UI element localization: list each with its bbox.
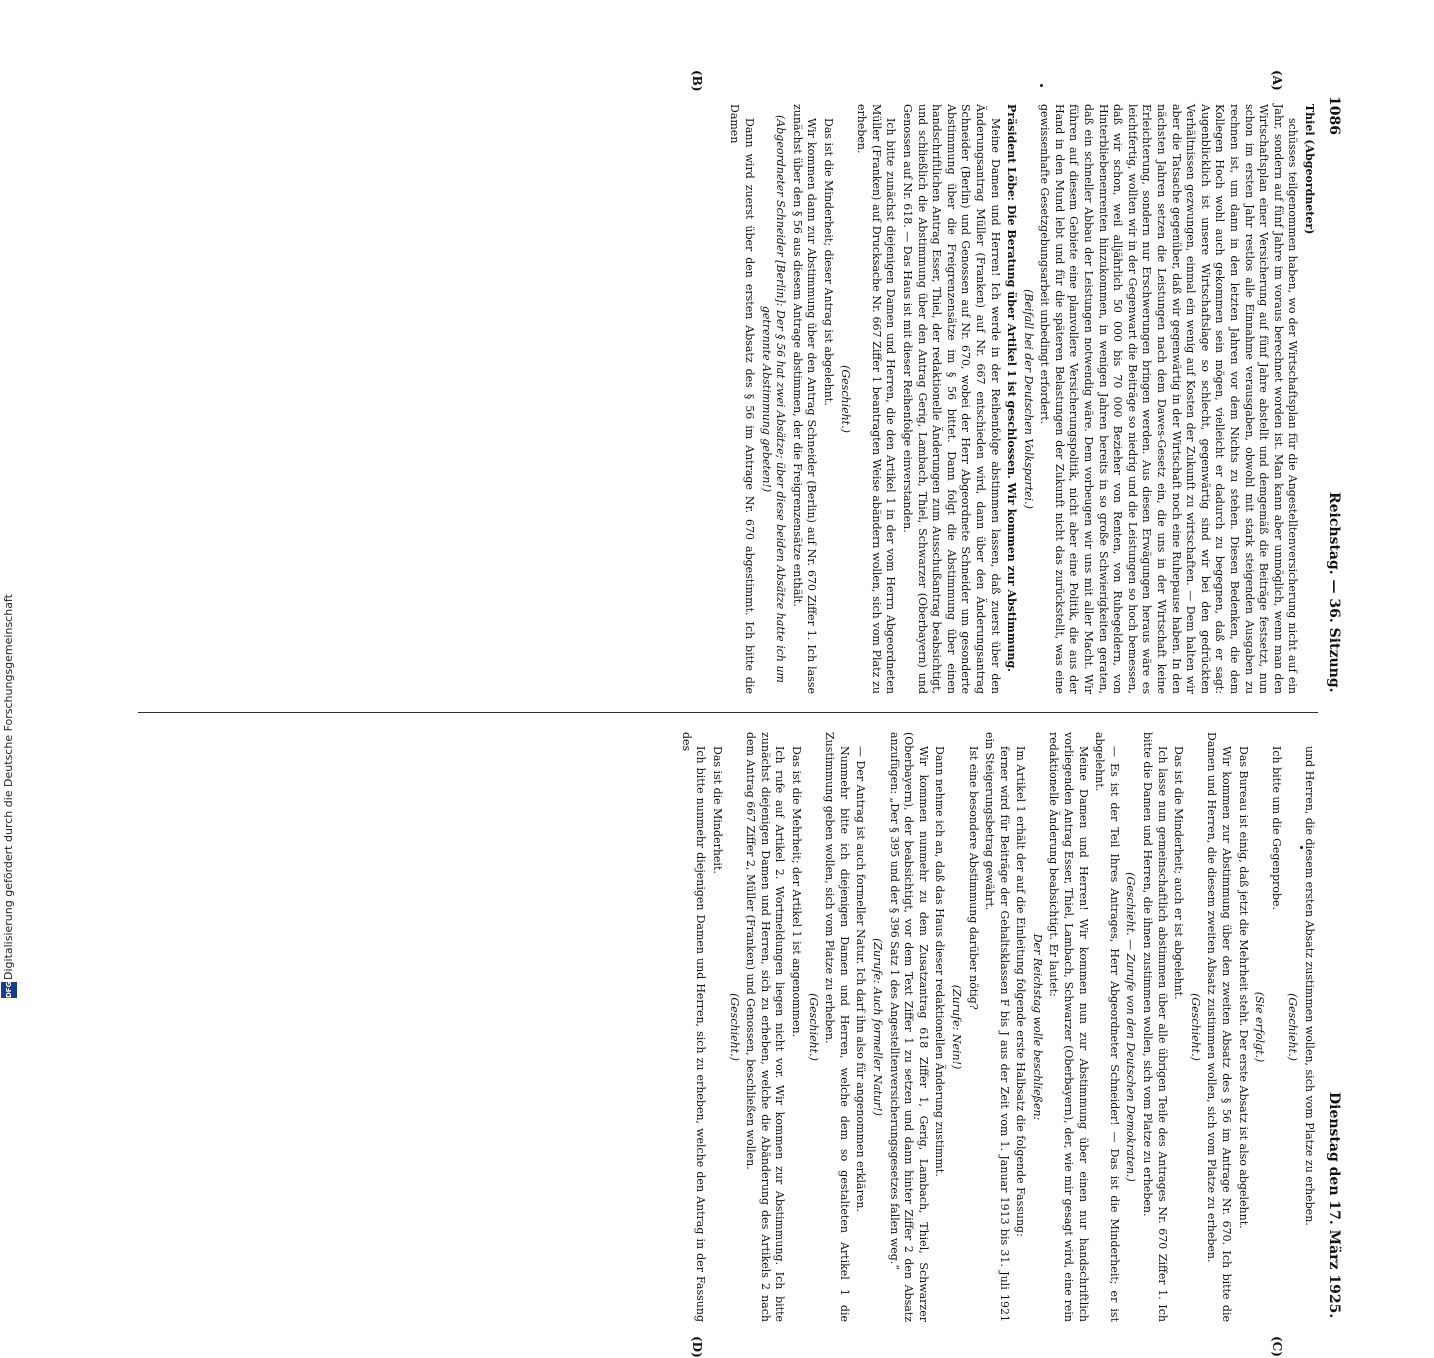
paragraph: Wir kommen zur Abstimmung über den zweiten Absatz des § 56 im Antrage Nr. 670. Ich bitte die Damen und Herren, die diesem zweiten Absatz zustimmen wollen, sich vom Platze zu erheben. (1205, 732, 1234, 1322)
stage-direction: (Abgeordneter Schneider [Berlin]: Der § 56 hat zwei Absätze; über diese beiden Absätze hatte ich um getrennte Abstimmung gebeten!) (759, 115, 788, 683)
stage-direction: (Geschieht.) (838, 365, 852, 433)
stage-direction: (Geschieht.) (806, 993, 820, 1061)
paragraph: Das Bureau ist einig, daß jetzt die Mehrheit steht. Der erste Absatz ist also abgelehnt. (1236, 746, 1250, 1229)
paragraph: Das ist die Minderheit; dieser Antrag ist abgelehnt. (822, 118, 835, 406)
margin-letter-b: (B) (690, 70, 704, 92)
scan-speck (1040, 84, 1043, 87)
speaker-line: Präsident Löbe: Die Beratung über Artikel 1 ist geschlossen. Wir kommen zur Abstimmung. (1005, 104, 1019, 672)
paragraph: Das ist die Mehrheit; der Artikel 1 ist angenommen. (790, 746, 803, 1038)
right-column (136, 732, 1316, 1322)
digitization-credit: Digitalisierung gefördert durch die Deutsche Forschungsgemeinschaft (2, 594, 15, 980)
stage-direction: (Geschieht.) (1188, 993, 1202, 1061)
stage-direction: (Zurufe: Auch formeller Natur!) (870, 938, 884, 1116)
paragraph: — Es ist der Teil Ihres Antrages, Herr Abgeordneter Schneider! — Das ist die Minderheit; er ist abgelehnt. (1093, 732, 1121, 1322)
column-divider (138, 712, 1318, 713)
stage-direction: (Geschieht. — Zurufe von den Deutschen Demokraten.) (1124, 872, 1138, 1182)
paragraph: und Herren, die diesem ersten Absatz zustimmen wollen, sich vom Platze zu erheben. (1303, 746, 1316, 1226)
left-column (136, 104, 1316, 694)
document-page (104, 70, 1344, 1358)
paragraph: Meine Damen und Herren! Ich werde in der Reihenfolge abstimmen lassen, daß zuerst über den Änderungsantrag Müller (Franken) auf Nr. 667 entschieden wird, dann über den Änderungsantrag Schneider (Berlin) und Genossen auf Nr. 670, wobei der Herr Abgeordnete Schneider um gesonderte Abstimmung über die Freigrenzensätze im § 56 bittet. Dann folgt die Abstimmung über einen handschriftlichen Antrag Esser, Thiel, der redaktionelle Änderungen zum Ausschußantrag beabsichtigt, und schließlich die Abstimmung über den Antrag Gerig, Lambach, Thiel, Schwarzer (Oberbayern) und Genossen auf Nr. 618. — Das Haus ist mit dieser Reihenfolge einverstanden. (900, 104, 1002, 694)
speaker-line: Thiel (Abgeordneter) (1303, 104, 1316, 235)
scan-speck (1300, 846, 1303, 849)
page-number: 1086 (1326, 96, 1342, 135)
stage-direction: (Geschieht.) (1286, 993, 1300, 1061)
paragraph: Dann wird zuerst über den ersten Absatz des § 56 im Antrage Nr. 670 abgestimmt. Ich bitte die Damen (728, 104, 757, 694)
margin-letter-d: (D) (690, 1336, 704, 1358)
digitization-footer (0, 0, 22, 1000)
paragraph: Ich bitte nunmehr diejenigen Damen und Herren, sich zu erheben, welche den Antrag in der Fassung des (679, 732, 708, 1322)
paragraph: Ich bitte um die Gegenprobe. (1269, 746, 1283, 910)
paragraph: schüsses teilgenommen haben, wo der Wirtschaftsplan für die Angestelltenversicherung nicht auf ein Jahr, sondern auf fünf Jahre im voraus berechnet worden ist. Man kann aber unmöglich, wenn man den Wirtschaftsplan einer Versicherung auf fünf Jahre abstellt und demgemäß die Beiträge festsetzt, nun schon im ersten Jahr restlos alle Einnahme verausgaben, obwohl mit stark steigenden Ausgaben zu rechnen ist, um dann in den letzten Jahren vor dem Nichts zu stehen. Diesen Bedenken, die dem Kollegen Hoch wohl auch gekommen sein mögen, vielleicht er dadurch zu begegnen, daß er sagt: Augenblicklich ist unsere Wirtschaftslage so schlecht, gegenwärtig sind wir bei den gedrückten Verhältnissen gezwungen, einmal ein wenig auf Kosten der Zukunft zu wirtschaften. — Dem halten wir aber die Tatsache gegenüber, daß wir gegenwärtig in der Wirtschaft noch eine Ruhepause haben. In den nächsten Jahren setzen die Leistungen nach dem Dawes-Gesetz ein, die uns in der Wirtschaft keine Erleichterung, sondern nur Erschwerungen bringen werden. Aus diesen Erwägungen heraus wäre es leichtfertig, wollten wir in der Gegenwart die Beiträge so niedrig und die Leistungen so hoch bemessen, daß wir schon, weil alljährlich 50 000 bis 70 000 Bezieher von Renten, von Ruhegeldern, von Hinterbliebenenrenten hinzukommen, in wenigen Jahren bereits in so große Schwierigkeiten geraten, daß ein schneller Abbau der Leistungen notwendig wäre. Dem vorbeugen wir uns mit aller Macht. Wir führen auf diesem Gebiete eine planvollere Versicherungspolitik, nicht aber eine Politik, die aus der Hand in den Mund lebt und für die späteren Belastungen der Zukunft nicht das zurückstellt, was eine gewissenhafte Gesetzgebungsarbeit unbedingt erfordert. (1038, 104, 1300, 694)
paragraph: Im Artikel 1 erhält der auf die Einleitung folgende erste Halbsatz die folgende Fassung: (1014, 746, 1028, 1237)
paragraph: Ich rufe auf Artikel 2. Wortmeldungen liegen nicht vor. Wir kommen zur Abstimmung. Ich bitte zunächst diejenigen Damen und Herren, sich zu erheben, welche die Abänderung des Artikels 2 nach dem Antrag 667 Ziffer 2, Müller (Franken) und Genossen, beschließen wollen. (744, 732, 787, 1322)
margin-letter-a: (A) (1270, 70, 1284, 91)
paragraph: Das ist die Minderheit; auch er ist abgelehnt. (1172, 746, 1186, 1000)
dfg-logo-icon: DFG (1, 982, 17, 998)
paragraph: Dann nehme ich an, daß das Haus dieser redaktionellen Änderung zustimmt. (933, 746, 947, 1177)
margin-letter-c: (C) (1270, 1336, 1284, 1357)
paragraph: Wir kommen dann zur Abstimmung über den Antrag Schneider (Berlin) auf Nr. 670 Ziffer 1. Ich lasse zunächst über den § 56 aus diesem Antrage abstimmen, der die Freigrenzensätze enthält. (790, 104, 819, 694)
paragraph: Ich bitte zunächst diejenigen Damen und Herren, die den Artikel 1 in der vom Herrn Abgeordneten Müller (Franken) auf Drucksache Nr. 667 Ziffer 1 beantragten Weise abändern wollen, sich vom Platz zu erheben. (855, 104, 898, 694)
stage-direction: Der Reichstag wolle beschließen: (1030, 933, 1044, 1121)
paragraph: Ist eine besondere Abstimmung darüber nötig? (966, 746, 980, 1010)
stage-direction: (Zurufe: Nein!) (949, 984, 963, 1070)
paragraph: Das ist die Minderheit. (711, 746, 725, 874)
page-header (1322, 92, 1344, 1332)
stage-direction: (Geschieht.) (727, 993, 741, 1061)
stage-direction: (Beifall bei der Deutschen Volkspartei.) (1021, 289, 1035, 509)
paragraph: Nunmehr bitte ich diejenigen Damen und Herren, welche dem so gestalteten Artikel 1 die Zustimmung geben wollen, sich vom Platze zu erheben. (823, 732, 851, 1322)
paragraph: Meine Damen und Herren! Wir kommen nun zur Abstimmung über einen nur handschriftlich vorliegenden Antrag Esser, Thiel, Lambach, Schwarzer (Oberbayern), der, wie mir gesagt wird, eine rein redaktionelle Änderung beabsichtigt. Er lautet: (1047, 732, 1090, 1322)
session-date: Dienstag den 17. März 1925. (1326, 1092, 1342, 1319)
running-title: Reichstag. — 36. Sitzung. (1326, 492, 1342, 693)
paragraph: ferner wird für Beiträge der Gehaltsklassen F bis J aus der Zeit vom 1. Januar 1913 bis 31. Juli 1921 ein Steigerungsbetrag gewährt. (983, 732, 1011, 1322)
paragraph: Wir kommen nunmehr zu dem Zusatzantrag 618 Ziffer 1, Gerig, Lambach, Thiel, Schwarzer (Oberbayern), der beabsichtigt, vor dem Text Ziffer 1 zu setzen und dann hinter Ziffer 2 den Absatz anzufügen: „Der § 395 und der § 396 Satz 1 des Angestelltenversicherungsgesetzes fallen weg.“ (887, 732, 930, 1322)
stage-direction: (Sie erfolgt.) (1253, 991, 1267, 1063)
paragraph: — Der Antrag ist auch formeller Natur. Ich darf ihn also für angenommen erklären. (854, 746, 868, 1212)
paragraph: Ich lasse nun gemeinschaftlich abstimmen über alle übrigen Teile des Antrages Nr. 670 Ziffer 1. Ich bitte die Damen und Herren, die ihnen zustimmen wollen, sich vom Platze zu erheben. (1141, 732, 1169, 1322)
